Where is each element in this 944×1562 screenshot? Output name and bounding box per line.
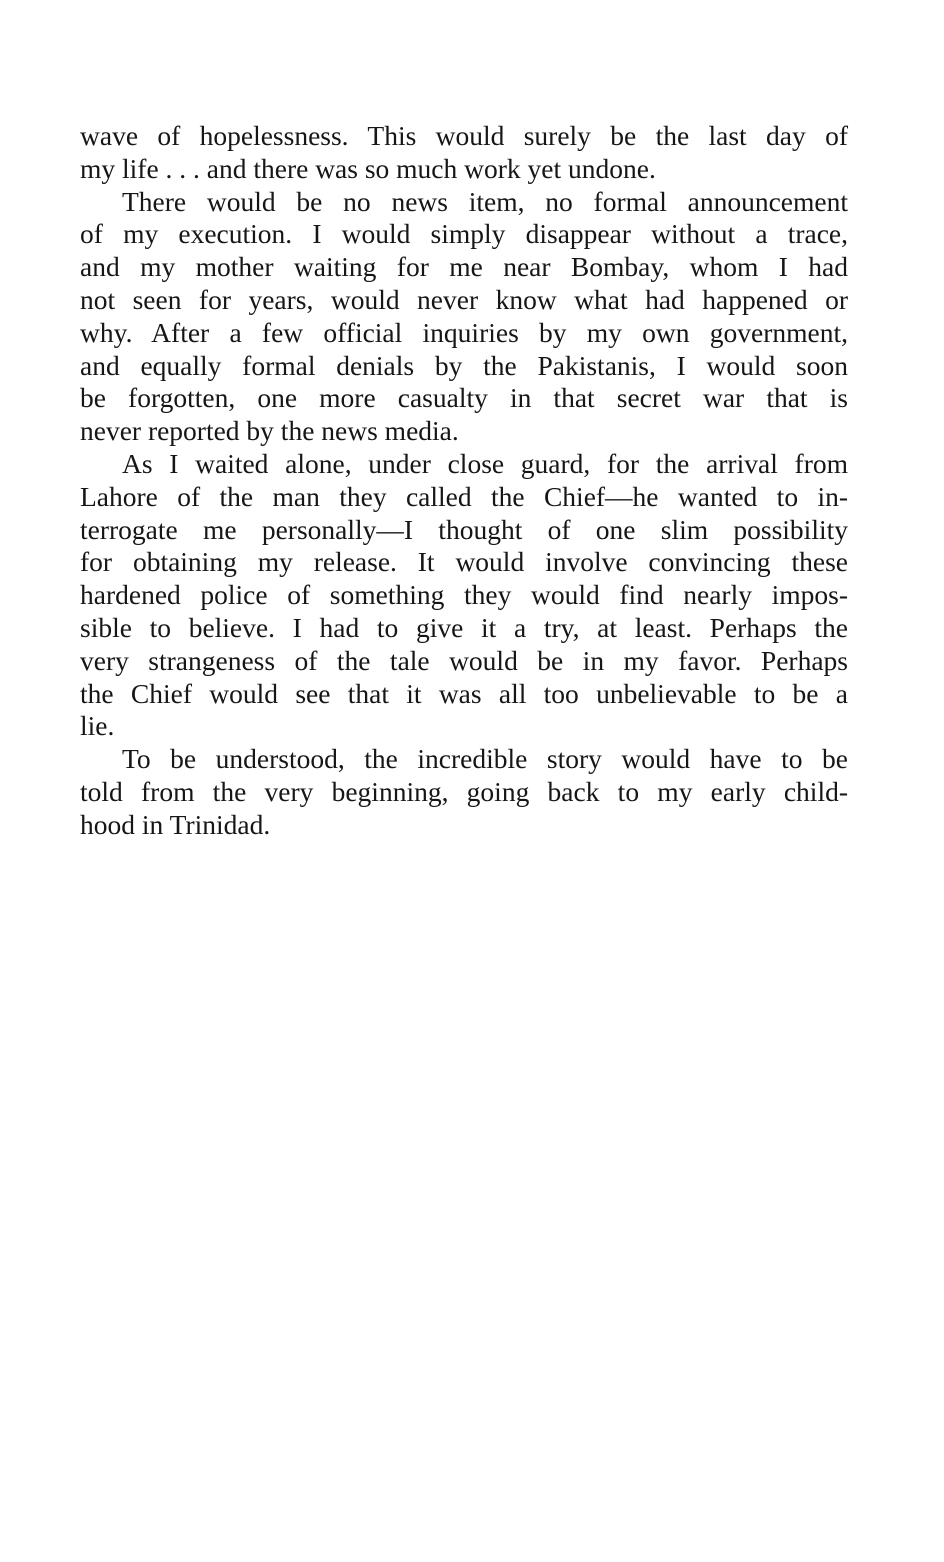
text-line: hood in Trinidad. bbox=[80, 808, 271, 840]
text-line: not seen for years, would never know what had happened or bbox=[80, 283, 848, 315]
text-line: wave of hopelessness. This would surely be the last day of bbox=[80, 120, 848, 151]
text-line: for obtaining my release. It would involve convincing these bbox=[80, 546, 848, 578]
text-line: my life . . . and there was so much work yet undone. bbox=[80, 152, 656, 184]
paragraph-3 bbox=[80, 448, 848, 743]
text-line: why. After a few official inquiries by my own government, bbox=[80, 316, 848, 348]
text-line: be forgotten, one more casualty in that secret war that is bbox=[80, 382, 848, 414]
text-line: sible to believe. I had to give it a try, at least. Perhaps the bbox=[80, 611, 848, 643]
text-line: never reported by the news media. bbox=[80, 415, 459, 447]
text-line: terrogate me personally—I thought of one slim possibility bbox=[80, 513, 848, 545]
text-line: hardened police of something they would find nearly impos- bbox=[80, 579, 848, 611]
text-line: Lahore of the man they called the Chief—he wanted to in- bbox=[80, 480, 848, 512]
text-line: As I waited alone, under close guard, for the arrival from bbox=[122, 447, 848, 479]
text-line: and my mother waiting for me near Bombay, whom I had bbox=[80, 251, 848, 283]
text-line: told from the very beginning, going back to my early child- bbox=[80, 775, 848, 807]
text-line: of my execution. I would simply disappear without a trace, bbox=[80, 218, 848, 250]
paragraph-4 bbox=[80, 743, 848, 841]
text-line: the Chief would see that it was all too unbelievable to be a bbox=[80, 677, 848, 709]
body-text bbox=[80, 120, 848, 842]
text-line: There would be no news item, no formal announcement bbox=[122, 185, 848, 217]
paragraph-2 bbox=[80, 186, 848, 448]
text-line: and equally formal denials by the Pakistanis, I would soon bbox=[80, 349, 848, 381]
paragraph-1 bbox=[80, 120, 848, 186]
text-line: To be understood, the incredible story would have to be bbox=[122, 743, 848, 775]
text-line: very strangeness of the tale would be in my favor. Perhaps bbox=[80, 644, 848, 676]
text-line: lie. bbox=[80, 710, 115, 742]
